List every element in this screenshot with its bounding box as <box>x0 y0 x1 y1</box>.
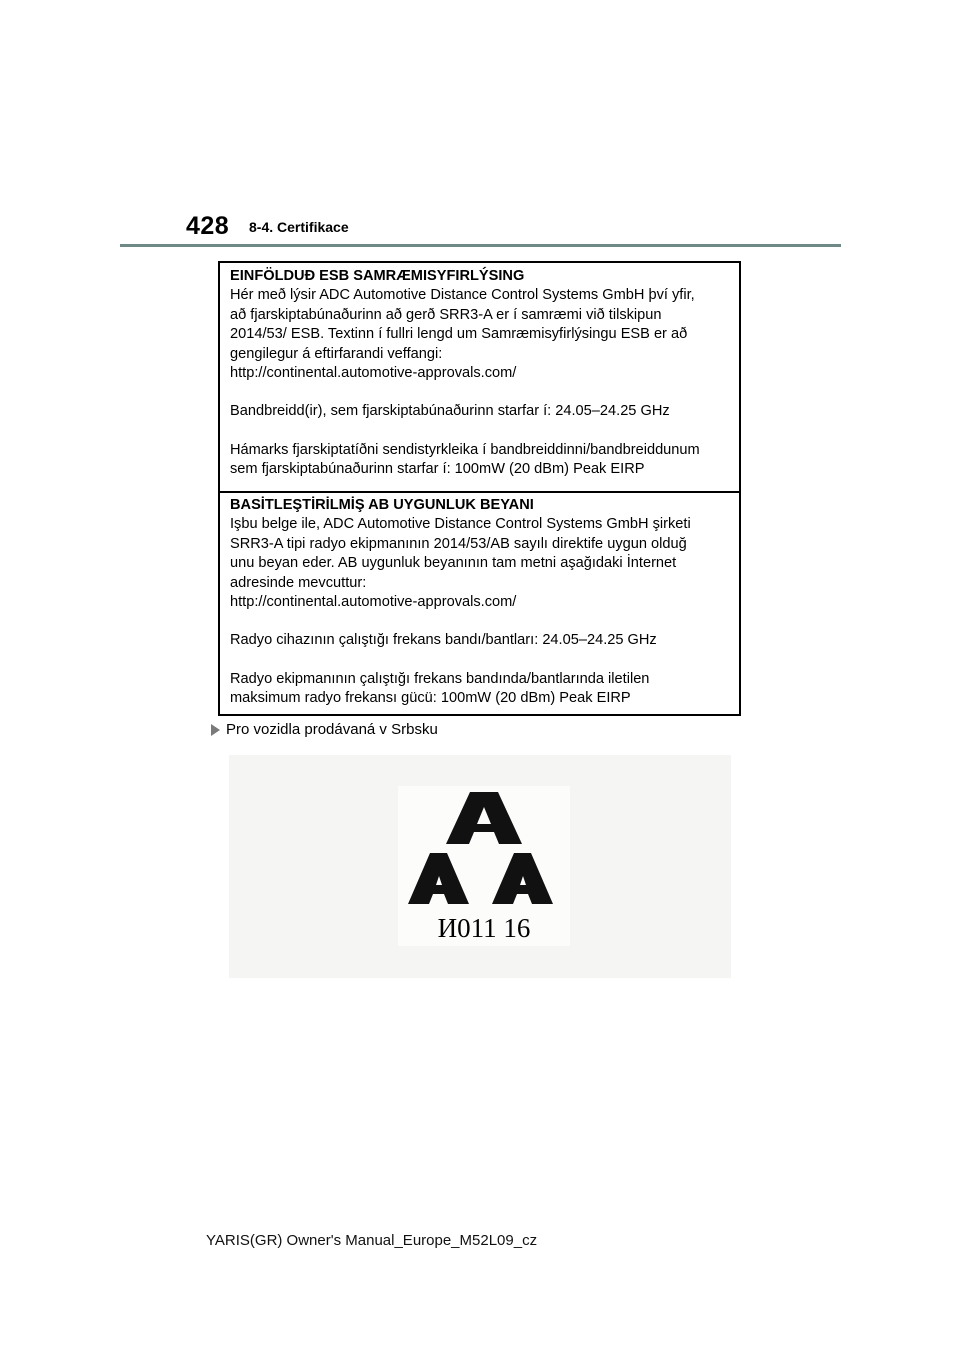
iceland-declaration <box>220 267 739 480</box>
iceland-url: http://continental.automotive-approvals.com/ <box>230 365 517 382</box>
iceland-declaration-title: EINFÖLDUÐ ESB SAMRÆMISYFIRLÝSING <box>230 268 525 284</box>
serbia-bullet <box>211 721 438 738</box>
turkey-text-line: unu beyan eder. AB uygunluk beyanının tam metni aşağıdaki İnternet <box>230 555 677 572</box>
turkey-declaration <box>220 496 739 709</box>
header-divider <box>120 244 841 247</box>
iceland-frequency-band: Bandbreidd(ir), sem fjarskiptabúnaðurinn starfar í: 24.05–24.25 GHz <box>230 403 670 420</box>
turkey-text-line: adresinde mevcuttur: <box>230 574 367 591</box>
footer-manual-id: YARIS(GR) Owner's Manual_Europe_M52L09_cz <box>206 1232 538 1249</box>
serbia-mark-code: И011 16 <box>437 913 531 943</box>
turkey-power-line: Radyo ekipmanının çalıştığı frekans bandında/bantlarında iletilen <box>230 670 650 687</box>
turkey-declaration-title: BASİTLEŞTİRİLMİŞ AB UYGUNLUK BEYANI <box>230 497 534 513</box>
iceland-text-line: að fjarskiptabúnaðurinn að gerð SRR3-A er í samræmi við tilskipun <box>230 306 662 323</box>
serbia-bullet-label: Pro vozidla prodávaná v Srbsku <box>226 721 438 738</box>
turkey-frequency-band: Radyo cihazının çalıştığı frekans bandı/bantları: 24.05–24.25 GHz <box>230 632 657 649</box>
iceland-text-line: Hér með lýsir ADC Automotive Distance Control Systems GmbH því yfir, <box>230 287 695 304</box>
triangle-a-mark-icon <box>398 786 570 916</box>
iceland-text-line: gengilegur á eftirfarandi veffangi: <box>230 345 443 362</box>
certification-table <box>218 261 741 716</box>
iceland-power-line: Hámarks fjarskiptatíðni sendistyrkleika í bandbreiddinni/bandbreiddunum <box>230 441 700 458</box>
page-number: 428 <box>186 212 230 240</box>
iceland-text-line: 2014/53/ ESB. Textinn í fullri lengd um Samræmisyfirlýsingu ESB er að <box>230 326 688 343</box>
table-divider <box>220 491 739 493</box>
turkey-power-line: maksimum radyo frekansı gücü: 100mW (20 dBm) Peak EIRP <box>230 690 631 707</box>
turkey-url: http://continental.automotive-approvals.com/ <box>230 594 517 611</box>
turkey-text-line: SRR3-A tipi radyo ekipmanının 2014/53/AB sayılı direktife uygun olduğ <box>230 535 687 552</box>
section-title: 8-4. Certifikace <box>249 219 349 235</box>
triangle-bullet-icon <box>211 724 220 736</box>
iceland-power-line: sem fjarskiptabúnaðurinn starfar í: 100mW (20 dBm) Peak EIRP <box>230 461 645 478</box>
turkey-text-line: Işbu belge ile, ADC Automotive Distance Control Systems GmbH şirketi <box>230 516 691 533</box>
